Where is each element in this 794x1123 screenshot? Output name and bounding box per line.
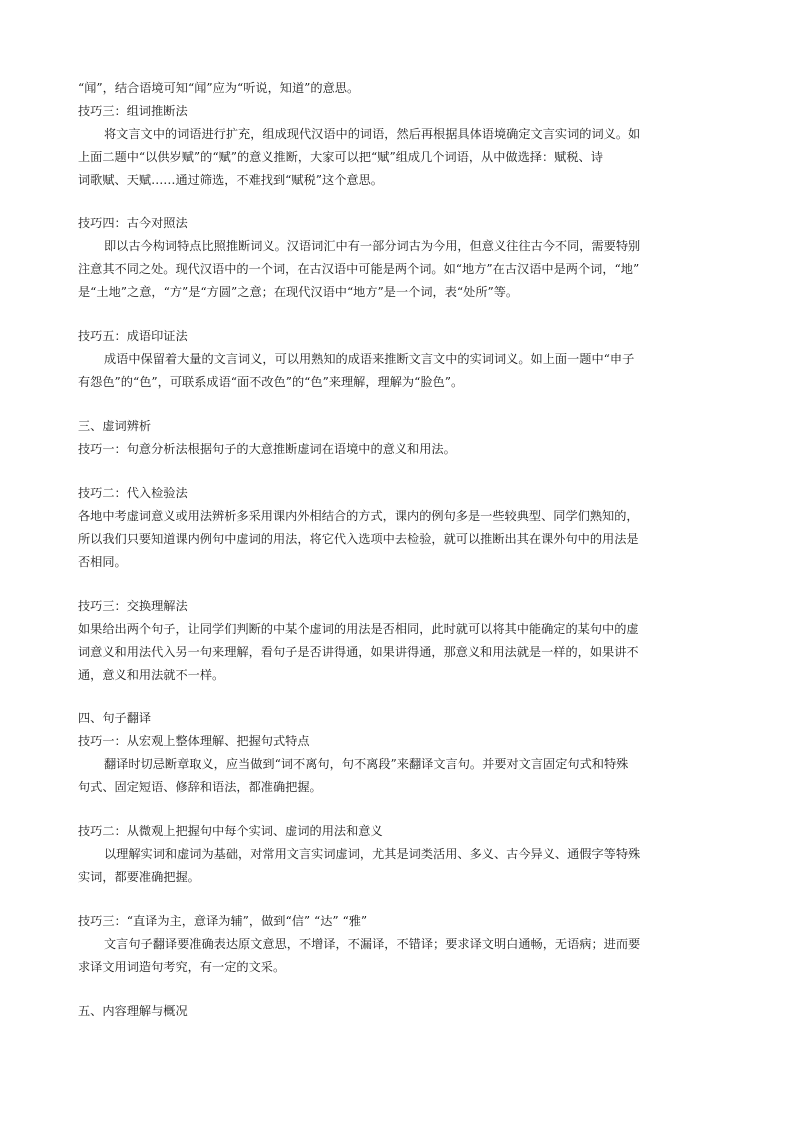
- chapter-heading: 四、句子翻译: [78, 711, 152, 725]
- paragraph-line: 即以古今构词特点比照推断词义。汉语词汇中有一部分词古为今用，但意义往往古今不同，需要特别: [104, 239, 641, 253]
- paragraph-line: 实词，都要准确把握。: [78, 870, 200, 884]
- paragraph-line: 否相同。: [78, 555, 127, 569]
- section-heading: 技巧三：组词推断法: [78, 104, 188, 118]
- chapter-heading: 五、内容理解与概况: [78, 1004, 188, 1018]
- section-heading: 技巧三：“直译为主，意译为辅”，做到“信” “达” “雅”: [78, 914, 368, 928]
- section-heading: 技巧二：从微观上把握句中每个实词、虚词的用法和意义: [78, 824, 383, 838]
- section-heading: 技巧五：成语印证法: [78, 329, 188, 343]
- section-heading: 技巧一：句意分析法根据句子的大意推断虚词在语境中的意义和用法。: [78, 442, 456, 456]
- section-heading: 技巧二：代入检验法: [78, 486, 188, 500]
- paragraph-line: 翻译时切忌断章取义，应当做到“词不离句，句不离段”来翻译文言句。并要对文言固定句式和特殊: [104, 757, 629, 771]
- paragraph-line: 注意其不同之处。现代汉语中的一个词，在古汉语中可能是两个词。如“地方”在古汉语中是两个词，“地”: [78, 262, 640, 276]
- chapter-heading: 三、虚词辨析: [78, 419, 152, 433]
- section-heading: 技巧三：交换理解法: [78, 599, 188, 613]
- paragraph-line: 求译文用词造句考究，有一定的文采。: [78, 960, 286, 974]
- paragraph-line: 文言句子翻译要准确表达原文意思，不增译，不漏译，不错译；要求译文明白通畅，无语病；进而要: [104, 937, 641, 951]
- paragraph-line: 是“土地”之意，“方”是“方圆”之意；在现代汉语中“地方”是一个词，表“处所”等。: [78, 285, 519, 299]
- paragraph-line: 如果给出两个句子，让同学们判断的中某个虚词的用法是否相同，此时就可以将其中能确定的某句中的虚: [78, 622, 639, 636]
- paragraph-line: 上面二题中“以供岁赋”的“赋”的意义推断，大家可以把“赋”组成几个词语，从中做选择：赋税、诗: [78, 150, 603, 164]
- section-heading: 技巧一：从宏观上整体理解、把握句式特点: [78, 734, 310, 748]
- paragraph-line: 成语中保留着大量的文言词义，可以用熟知的成语来推断文言文中的实词词义。如上面一题中“申子: [104, 352, 635, 366]
- paragraph-line: 通，意义和用法就不一样。: [78, 668, 225, 682]
- paragraph-line: 词意义和用法代入另一句来理解，看句子是否讲得通，如果讲得通，那意义和用法就是一样的，如果讲不: [78, 645, 639, 659]
- paragraph-line: 句式、固定短语、修辞和语法，都准确把握。: [78, 780, 322, 794]
- section-heading: 技巧四：古今对照法: [78, 216, 188, 230]
- text-line: “闻”，结合语境可知“闻”应为“听说，知道”的意思。: [78, 81, 360, 95]
- paragraph-line: 所以我们只要知道课内例句中虚词的用法，将它代入选项中去检验，就可以推断出其在课外句中的用法是: [78, 532, 639, 546]
- paragraph-line: 有怨色”的“色”，可联系成语“面不改色”的“色”来理解，理解为“脸色”。: [78, 375, 464, 389]
- paragraph-line: 以理解实词和虚词为基础，对常用文言实词虚词，尤其是词类活用、多义、古今异义、通假字等特殊: [104, 847, 641, 861]
- paragraph-line: 将文言文中的词语进行扩充，组成现代汉语中的词语，然后再根据具体语境确定文言实词的词义。如: [104, 127, 641, 141]
- paragraph-line: 各地中考虚词意义或用法辨析多采用课内外相结合的方式，课内的例句多是一些较典型、同学们熟知的，: [78, 509, 639, 523]
- paragraph-line: 词歌赋、天赋……通过筛选，不难找到“赋税”这个意思。: [78, 173, 383, 187]
